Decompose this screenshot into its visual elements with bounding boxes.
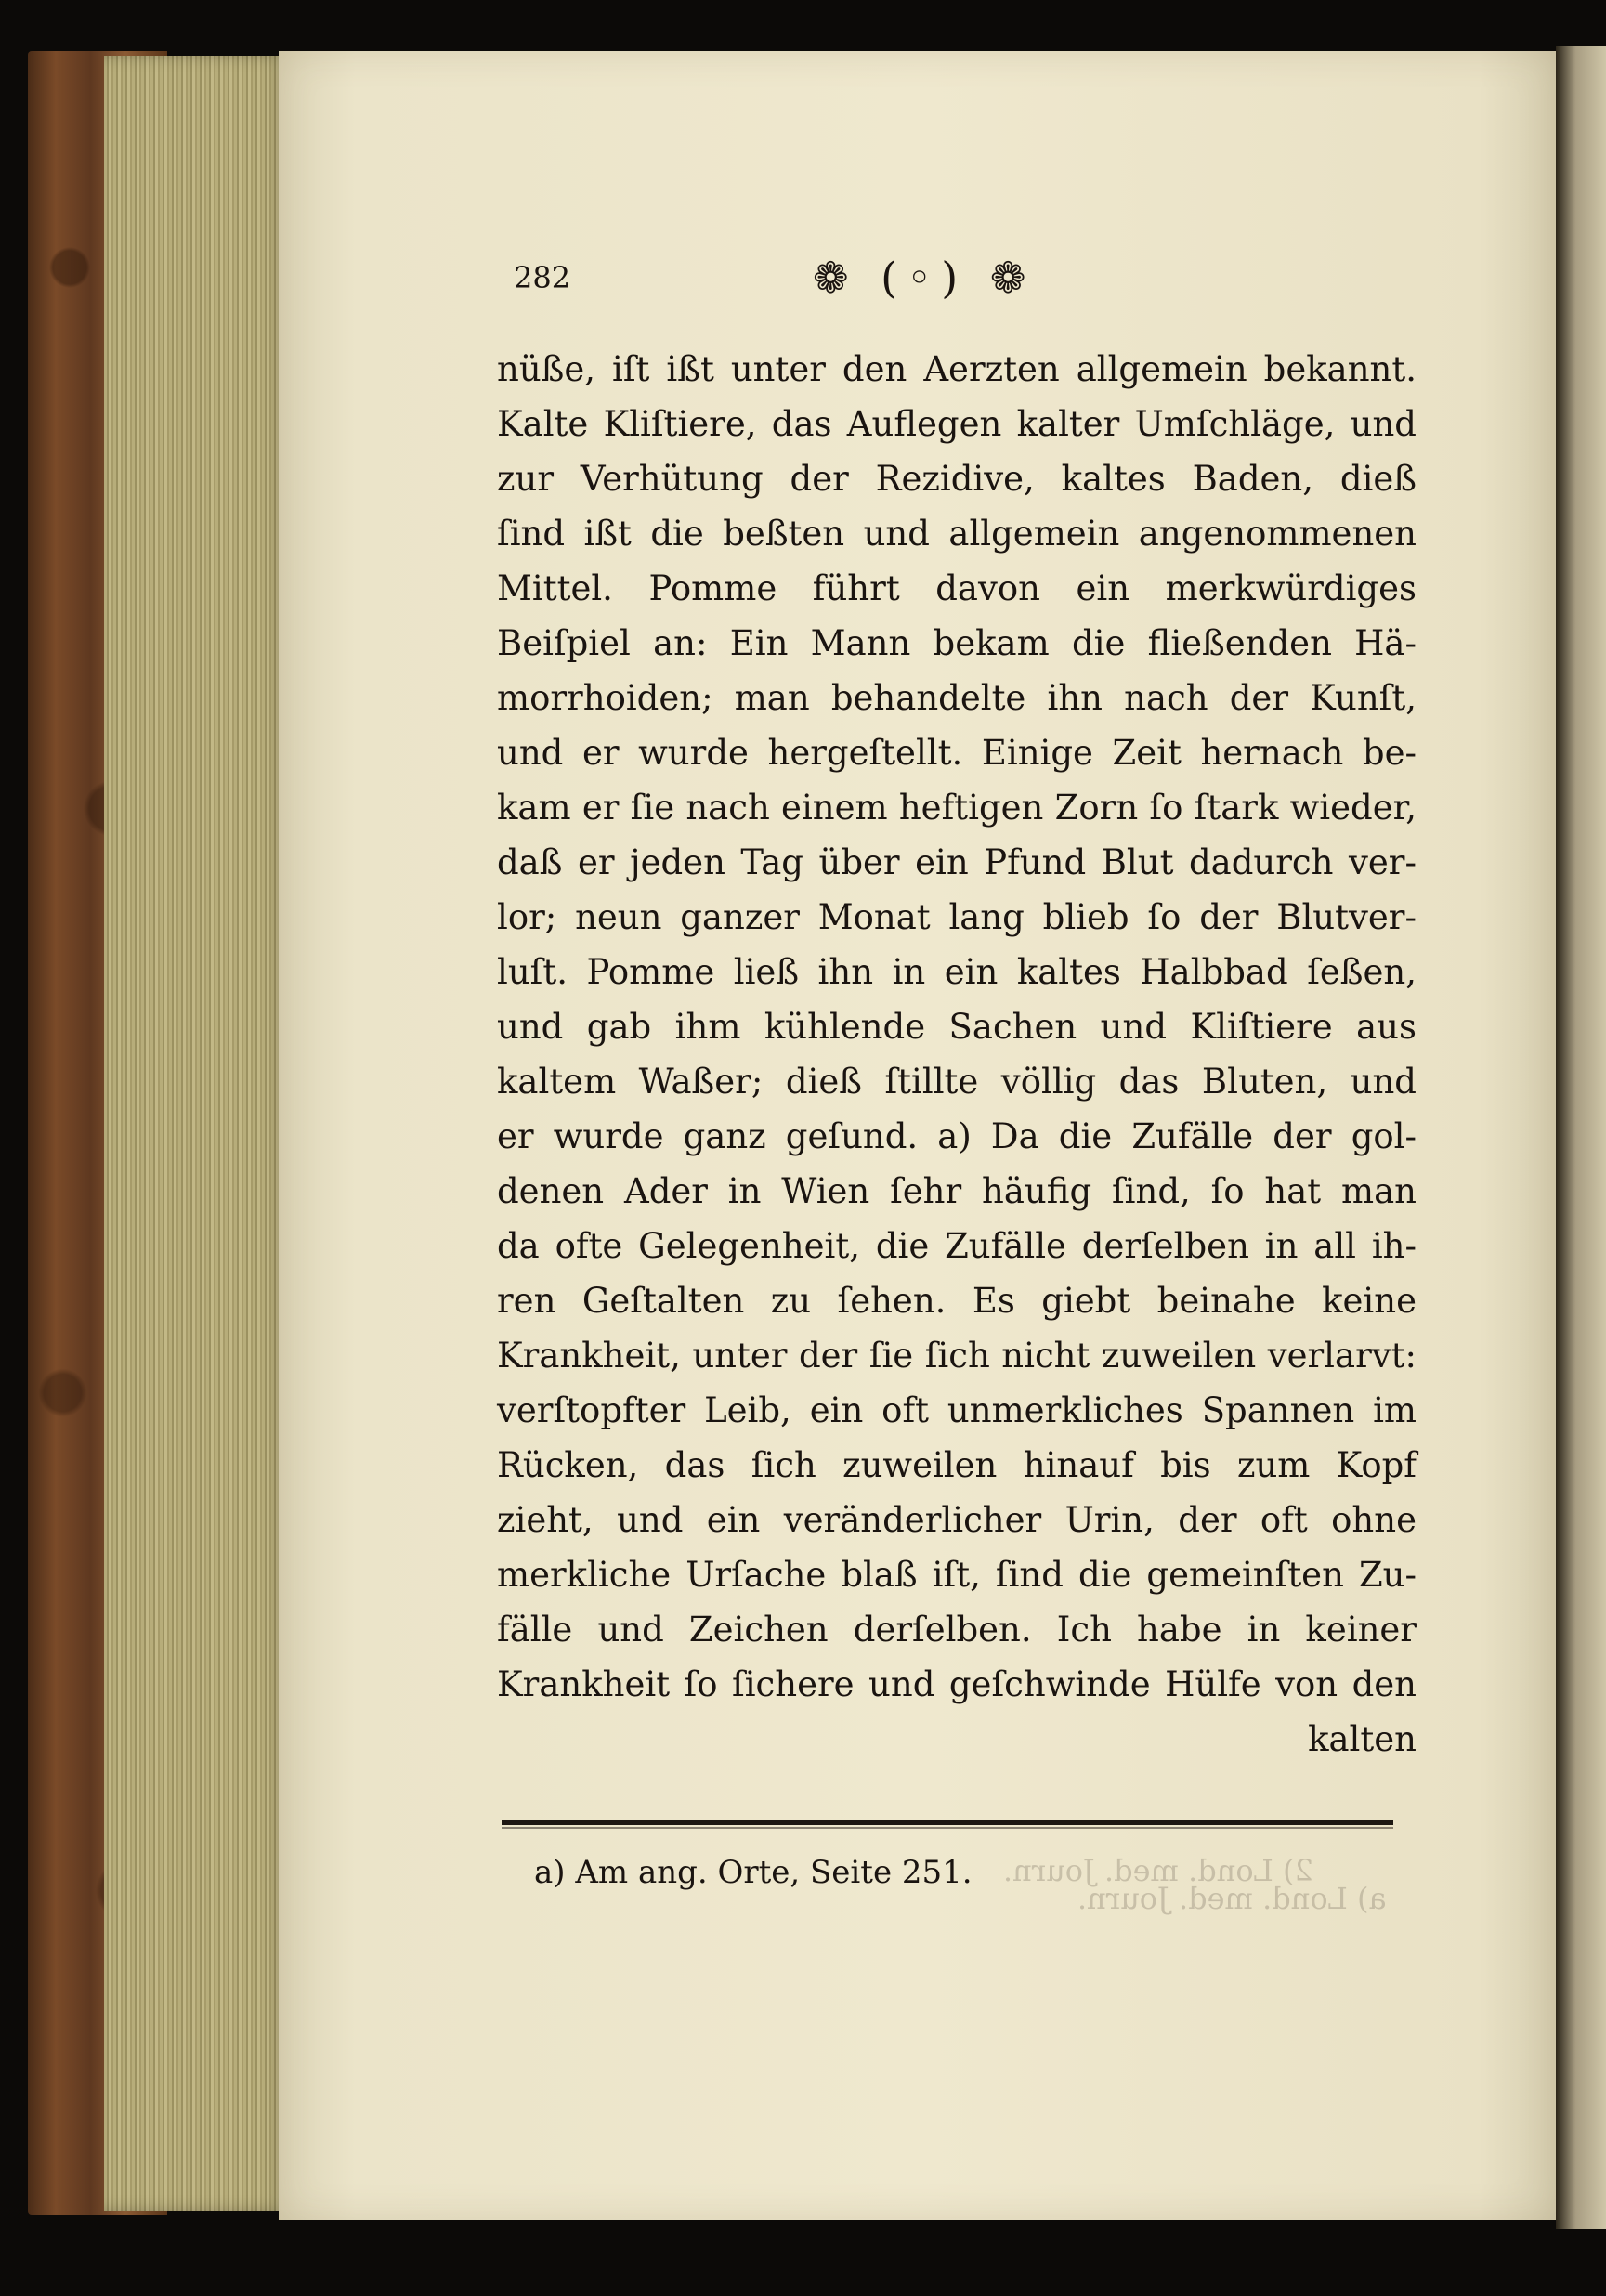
text-line: daß er jeden Tag über ein Pfund Blut dadurch ver- — [497, 842, 1417, 882]
text-line: fälle und Zeichen derſelben. Ich habe in keiner — [497, 1610, 1417, 1650]
footnote-rule — [502, 1820, 1393, 1825]
bleed-through-text: a) Lond. med. Journ. — [1077, 1881, 1387, 1916]
text-line: morrhoiden; man behandelte ihn nach der Kunſt, — [497, 678, 1417, 718]
text-line: merkliche Urſache blaß iſt, ſind die gemeinſten Zu- — [497, 1555, 1417, 1595]
header-ornament: ❁ (◦) ❁ — [813, 253, 1036, 303]
text-line: zieht, und ein veränderlicher Urin, der oft ohne — [497, 1500, 1417, 1540]
text-line: zur Verhütung der Rezidive, kaltes Baden, dieß — [497, 459, 1417, 499]
text-line: Beiſpiel an: Ein Mann bekam die fließenden Hä- — [497, 623, 1417, 663]
text-line: nüße, iſt ißt unter den Aerzten allgemein bekannt. — [497, 349, 1417, 389]
footnote-rule-thin — [502, 1827, 1393, 1829]
text-line: ren Geſtalten zu ſehen. Es giebt beinahe keine — [497, 1281, 1417, 1321]
text-line: ſind ißt die beßten und allgemein angenommenen — [497, 514, 1417, 554]
text-line: lor; neun ganzer Monat lang blieb ſo der Blutver- — [497, 897, 1417, 937]
text-line: verſtopfter Leib, ein oft unmerkliches Spannen im — [497, 1390, 1417, 1430]
bleed-through-text: 2) Lond. med. Journ. — [1003, 1853, 1313, 1888]
text-line: und er wurde hergeſtellt. Einige Zeit hernach be- — [497, 733, 1417, 773]
text-line: Mittel. Pomme führt davon ein merkwürdiges — [497, 568, 1417, 608]
text-line: da ofte Gelegenheit, die Zufälle derſelben in all ih- — [497, 1226, 1417, 1266]
page-edges — [104, 56, 288, 2211]
text-line: kam er ſie nach einem heftigen Zorn ſo ſtark wieder, — [497, 788, 1417, 828]
text-line: Kalte Kliſtiere, das Auflegen kalter Umſchläge, und — [497, 404, 1417, 444]
page-number: 282 — [514, 260, 571, 295]
facing-page-edge — [1556, 46, 1606, 2229]
running-header — [497, 253, 1417, 308]
text-line: denen Ader in Wien ſehr häufig ſind, ſo hat man — [497, 1171, 1417, 1211]
text-line: luſt. Pomme ließ ihn in ein kaltes Halbbad ſeßen, — [497, 952, 1417, 992]
text-line: Rücken, das ſich zuweilen hinauf bis zum Kopf — [497, 1445, 1417, 1485]
body-text — [497, 342, 1417, 1767]
footnote: a) Am ang. Orte, Seite 251. — [534, 1854, 973, 1891]
catchword: kalten — [1308, 1719, 1417, 1759]
text-line: Krankheit, unter der ſie ſich nicht zuweilen verlarvt: — [497, 1336, 1417, 1376]
text-line: Krankheit ſo ſichere und geſchwinde Hülfe von den — [497, 1664, 1417, 1704]
text-line: kaltem Waßer; dieß ſtillte völlig das Bluten, und — [497, 1062, 1417, 1102]
text-line: er wurde ganz geſund. a) Da die Zufälle der gol- — [497, 1116, 1417, 1156]
text-line: und gab ihm kühlende Sachen und Kliſtiere aus — [497, 1007, 1417, 1047]
